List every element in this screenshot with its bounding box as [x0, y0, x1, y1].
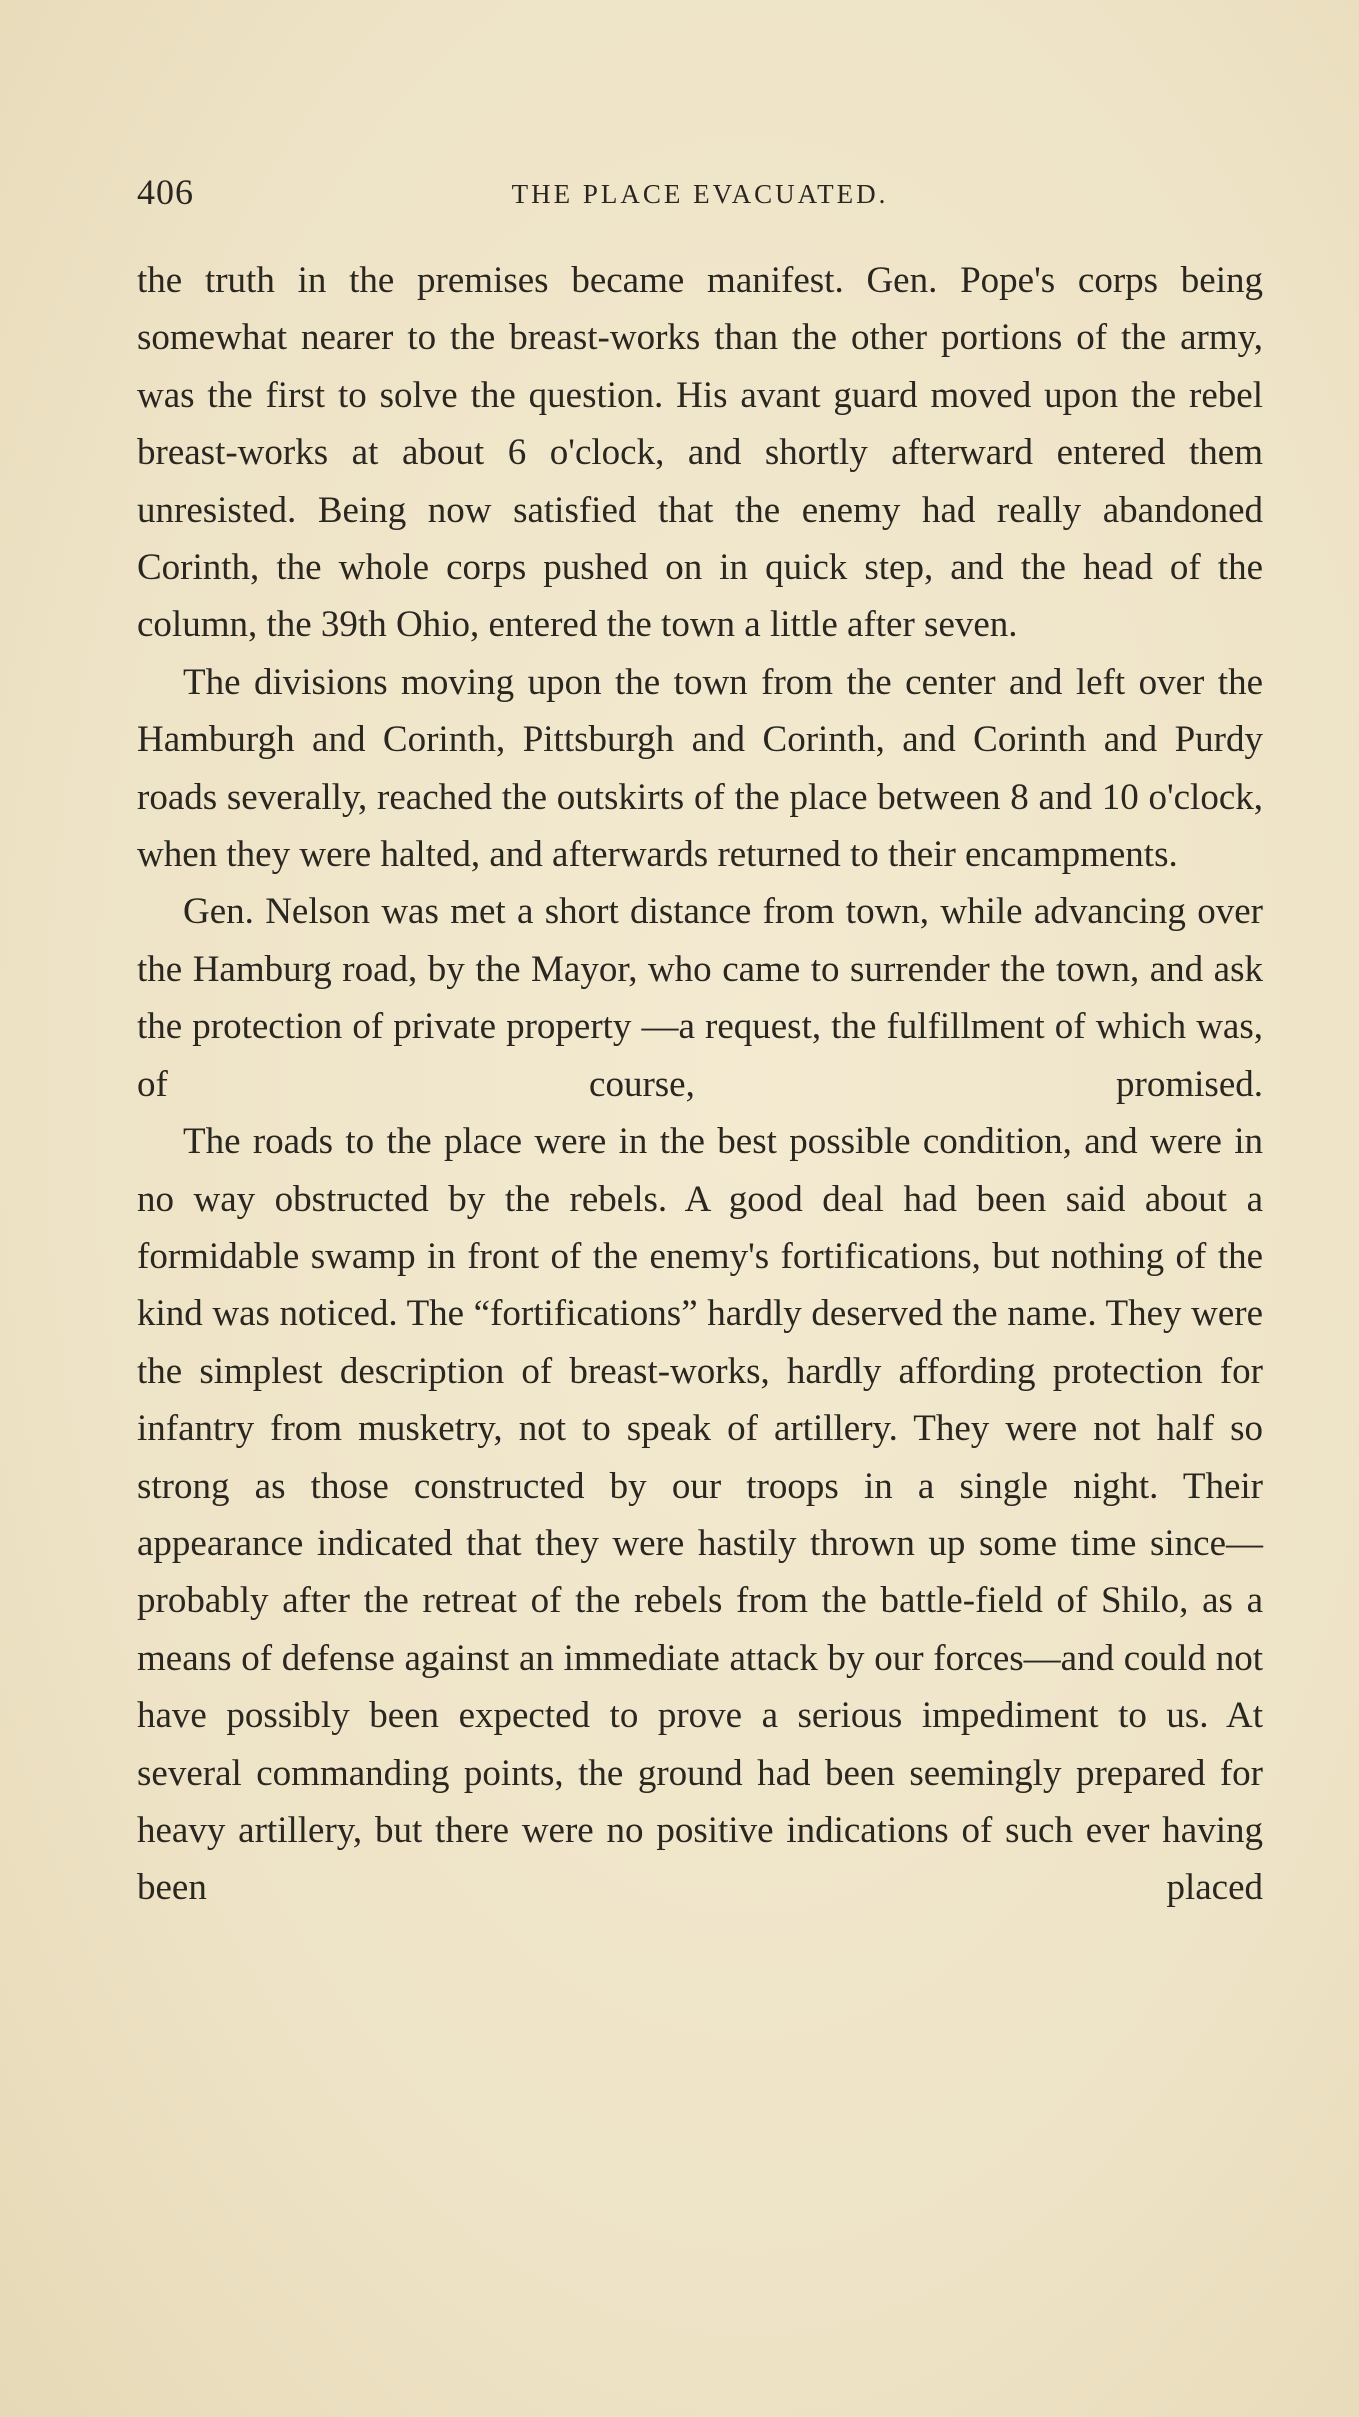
running-title: THE PLACE EVACUATED. [511, 179, 889, 209]
page-number: 406 [137, 172, 194, 212]
paragraph: The roads to the place were in the best possible condition, and were in no way obstructed by the rebels. A good deal had been said about a formidable swamp in front of the enemy's fortifications, but nothing of the kind was noticed. The “fortifications” hardly deserved the name. They were the simplest description of breast-works, hardly affording protection for infantry from musketry, not to speak of artillery. They were not half so strong as those constructed by our troops in a single night. Their appearance indicated that they were hastily thrown up some time since—probably after the retreat of the rebels from the battle-field of Shilo, as a means of defense against an immediate attack by our forces—and could not have possibly been expected to prove a serious impediment to us. At several commanding points, the ground had been seemingly prepared for heavy artillery, but there were no positive indications of such ever having been placed [137, 1121, 1263, 1909]
paragraph-continued: the truth in the premises became manifest. Gen. Pope's corps being somewhat nearer to the breast-works than the other portions of the army, was the first to solve the question. His avant guard moved upon the rebel breast-works at about 6 o'clock, and shortly afterward entered them unresisted. Being now satisfied that the enemy had really abandoned Corinth, the whole corps pushed on in quick step, and the head of the column, the 39th Ohio, entered the town a little after seven. [137, 260, 1263, 646]
paragraph: The divisions moving upon the town from the center and left over the Hamburgh and Corinth, Pittsburgh and Corinth, and Corinth and Purdy roads severally, reached the outskirts of the place between 8 and 10 o'clock, when they were halted, and afterwards returned to their encampments. [137, 661, 1263, 876]
page-header [137, 171, 1263, 221]
paragraph: Gen. Nelson was met a short distance from town, while advancing over the Hamburg road, by the Mayor, who came to surrender the town, and ask the protection of private property —a request, the fulfillment of which was, of course, promised. [137, 891, 1263, 1105]
body-text [137, 252, 1263, 1917]
